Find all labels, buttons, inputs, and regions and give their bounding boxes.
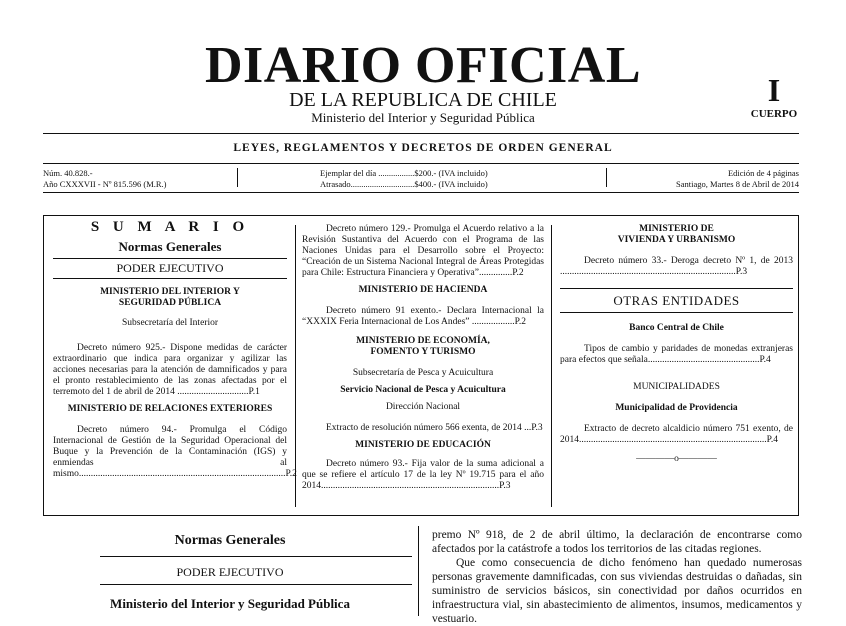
sumario-col-divider-1 [295, 225, 296, 507]
decreto-93: Decreto número 93.- Fija valor de la suma adicional a que se refiere el artículo 17 de la ley Nº 19.715 para el año 2014...........................................................................P.3 [302, 459, 544, 491]
masthead-subtitle: DE LA REPUBLICA DE CHILE [289, 89, 557, 111]
cuerpo-number: I [767, 72, 781, 108]
price-info [320, 168, 600, 190]
issue-info [43, 168, 233, 190]
heading-min-educacion: MINISTERIO DE EDUCACIÓN [355, 440, 491, 450]
decreto-94: Decreto número 94.- Promulga el Código Internacional de Gestión de la Seguridad Operacional del Buque y la Prevención de la Contaminación (IGS) y enmiendas al mismo.......................................................................................P.2 [53, 425, 297, 479]
heading-min-economia-1: MINISTERIO DE ECONOMÍA, [356, 336, 490, 346]
body-rule-2 [100, 584, 412, 585]
servicio-pesca: Servicio Nacional de Pesca y Acuicultura [340, 385, 506, 395]
rule-top [43, 133, 799, 134]
col1-rule-1 [53, 258, 287, 259]
sumario-col-3 [560, 224, 793, 465]
issue-year: Año CXXXVII - Nº 815.596 (M.R.) [43, 179, 167, 189]
col3-rule-1 [560, 288, 793, 289]
issue-number: Núm. 40.828.- [43, 168, 93, 178]
heading-min-vivienda-1: MINISTERIO DE [639, 224, 714, 234]
sumario-title: S U M A R I O [90, 219, 250, 235]
body-rule-1 [100, 556, 412, 557]
direccion-nacional: Dirección Nacional [385, 402, 461, 412]
body-poder-ejecutivo: PODER EJECUTIVO [176, 565, 284, 579]
body-column-divider [418, 526, 419, 616]
heading-providencia: Municipalidad de Providencia [615, 403, 738, 413]
heading-municipalidades: MUNICIPALIDADES [633, 382, 720, 392]
body-normas-generales: Normas Generales [174, 533, 286, 548]
subsecretaria-pesca: Subsecretaría de Pesca y Acuicultura [352, 368, 494, 378]
decreto-33: Decreto número 33.- Deroga decreto Nº 1, de 2013 ..........................................................................P.3 [560, 256, 793, 277]
rule-tagline [43, 163, 799, 164]
cuerpo-label: CUERPO [750, 108, 798, 120]
decreto-91: Decreto número 91 exento.- Declara Internacional la “XXXIX Feria Internacional de Los Andes” ..................P.2 [302, 306, 544, 327]
sumario-poder-ejecutivo: PODER EJECUTIVO [116, 261, 224, 275]
body-ministerio-heading: Ministerio del Interior y Seguridad Pública [110, 596, 350, 611]
price-atrasado: Atrasado..............................$400.- (IVA incluido) [320, 179, 488, 189]
heading-min-interior: MINISTERIO DEL INTERIOR Y SEGURIDAD PÚBLICA [100, 287, 240, 308]
body-paragraph-2: Que como consecuencia de dicho fenómeno han quedado numerosas personas gravemente damnificadas, con sus viviendas destruidas o dañadas, sin suministro de servicios básicos, sin conectividad por daños ocurridos en infraestructura vial, sin abastecimiento de alimentos, insumos, medicamentos y vestuario. [432, 557, 802, 625]
col1-rule-2 [53, 278, 287, 279]
masthead-title: DIARIO OFICIAL [204, 37, 642, 94]
decreto-925: Decreto número 925.- Dispone medidas de carácter extraordinario que indica para organizar y agilizar las acciones necesarias para la atención de damnificados y para el pronto restablecimiento de las zonas afectadas por el terremoto del 1 de abril de 2014 ..............................P.1 [53, 343, 287, 397]
extracto-751: Extracto de decreto alcaldicio número 751 exento, de 2014...............................................................................P.4 [560, 424, 793, 445]
heading-min-economia-2: FOMENTO Y TURISMO [370, 347, 476, 357]
edition-pages: Edición de 4 páginas [727, 168, 799, 178]
tipos-de-cambio: Tipos de cambio y paridades de monedas extranjeras para efectos que señala...............................................P.4 [560, 344, 793, 365]
body-right-column [432, 528, 802, 626]
price-ejemplar: Ejemplar del día .................$200.- (IVA incluido) [320, 168, 488, 178]
masthead-ministry: Ministerio del Interior y Seguridad Pública [311, 110, 535, 125]
sumario-col-2 [302, 224, 544, 492]
heading-min-hacienda: MINISTERIO DE HACIENDA [358, 285, 488, 295]
sumario-col-divider-2 [551, 225, 552, 507]
heading-banco-central: Banco Central de Chile [629, 323, 724, 333]
rule-info [43, 192, 799, 193]
heading-min-rree: MINISTERIO DE RELACIONES EXTERIORES [67, 404, 273, 414]
edition-info [610, 168, 799, 190]
sumario-otras-entidades: OTRAS ENTIDADES [613, 293, 740, 308]
info-divider-2 [606, 168, 607, 187]
col3-rule-2 [560, 312, 793, 313]
decreto-129: Decreto número 129.- Promulga el Acuerdo relativo a la Revisión Sustantiva del Acuerdo con el Programa de las Naciones Unidas para el Desarrollo sobre el Proyecto: “Creación de un Sistema Nacional Integral de Áreas Protegidas para Chile: Estructura Financiera y Operativa”..............P.2 [302, 224, 544, 278]
sumario-col-1 [53, 219, 297, 480]
sumario-normas-generales: Normas Generales [118, 239, 222, 254]
tagline: LEYES, REGLAMENTOS Y DECRETOS DE ORDEN GENERAL [233, 142, 613, 154]
ornament-divider: ————o———— [636, 454, 717, 464]
info-divider-1 [237, 168, 238, 187]
heading-min-vivienda-2: VIVIENDA Y URBANISMO [617, 235, 736, 245]
extracto-566: Extracto de resolución número 566 exenta, de 2014 ...P.3 [326, 423, 543, 433]
subsecretaria-interior: Subsecretaría del Interior [121, 318, 218, 328]
body-paragraph-1: premo Nº 918, de 2 de abril último, la declaración de encontrarse como afectados por la catástrofe a todos los territorios de las citadas regiones. [432, 529, 802, 555]
edition-date: Santiago, Martes 8 de Abril de 2014 [676, 179, 799, 189]
